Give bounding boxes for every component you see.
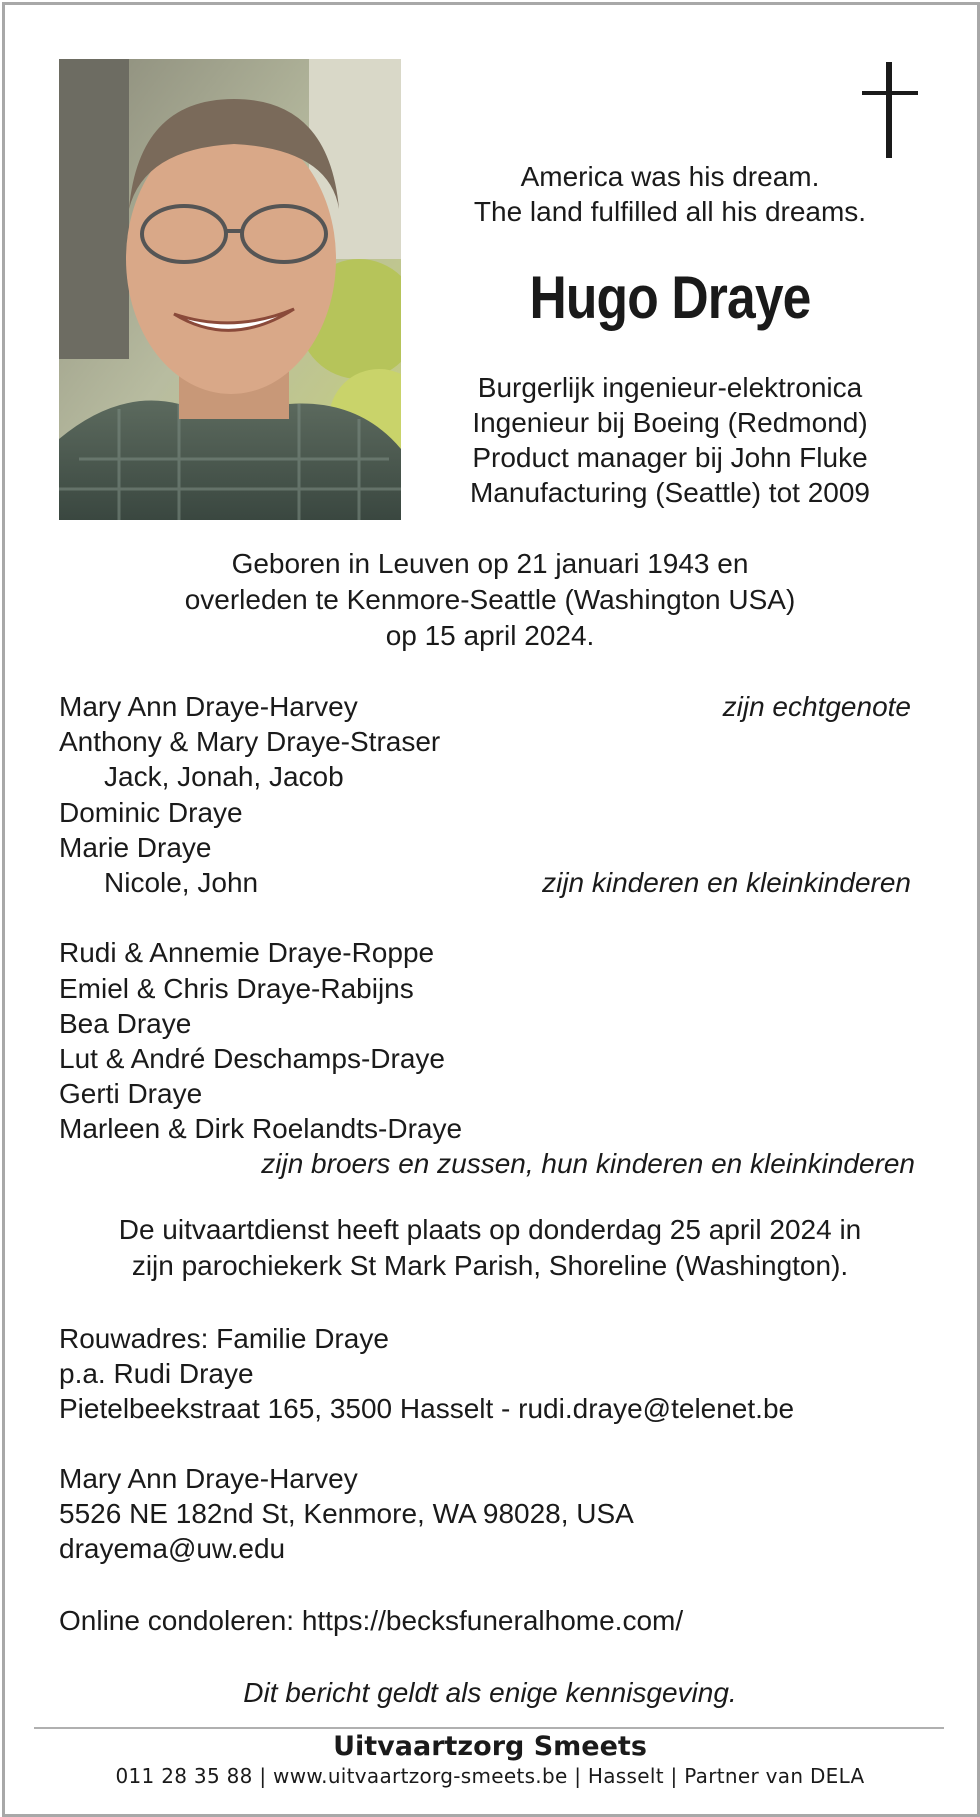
sibling-row bbox=[59, 1006, 911, 1041]
family-list bbox=[59, 689, 915, 1182]
address-line: Rouwadres: Familie Draye bbox=[59, 1323, 389, 1354]
sibling-row bbox=[59, 971, 911, 1006]
child-name: Dominic Draye bbox=[59, 796, 243, 828]
child-name: Marie Draye bbox=[59, 831, 212, 863]
mourning-address bbox=[59, 1321, 939, 1427]
spouse-name: Mary Ann Draye-Harvey bbox=[59, 691, 358, 722]
grandchild-row bbox=[59, 865, 911, 900]
address-line: Mary Ann Draye-Harvey bbox=[59, 1463, 358, 1494]
sibling-name: Lut & André Deschamps-Draye bbox=[59, 1042, 445, 1074]
child-row bbox=[59, 724, 911, 759]
grandchild-names: Jack, Jonah, Jacob bbox=[104, 761, 344, 793]
address-line: drayema@uw.edu bbox=[59, 1533, 286, 1565]
child-row bbox=[59, 830, 911, 865]
profession-line: Manufacturing (Seattle) tot 2009 bbox=[469, 477, 870, 508]
child-row bbox=[59, 795, 911, 830]
sibling-name: Gerti Draye bbox=[59, 1078, 203, 1110]
quote-line: America was his dream. bbox=[520, 161, 820, 192]
sibling-name: Rudi & Annemie Draye-Roppe bbox=[59, 937, 435, 969]
portrait-photo bbox=[59, 59, 401, 520]
sibling-name: Emiel & Chris Draye-Rabijns bbox=[59, 972, 414, 1004]
address-line: p.a. Rudi Draye bbox=[59, 1358, 254, 1390]
profession-line: Product manager bij John Fluke bbox=[472, 442, 868, 473]
profession-line: Burgerlijk ingenieur-elektronica bbox=[477, 372, 863, 403]
siblings-role: zijn broers en zussen, hun kinderen en kleinkinderen bbox=[261, 1148, 915, 1180]
cross-icon bbox=[862, 62, 918, 158]
profession bbox=[420, 370, 920, 510]
child-name: Anthony & Mary Draye-Straser bbox=[59, 726, 441, 758]
birth-line: op 15 april 2024. bbox=[385, 620, 595, 651]
address-line: 5526 NE 182nd St, Kenmore, WA 98028, USA bbox=[59, 1498, 634, 1530]
birth-death-info bbox=[40, 546, 940, 654]
quote bbox=[420, 159, 920, 229]
address-line: Pietelbeekstraat 165, 3500 Hasselt - rudi.draye@telenet.be bbox=[59, 1393, 795, 1425]
service-line: zijn parochiekerk St Mark Parish, Shoreline (Washington). bbox=[131, 1250, 849, 1281]
birth-line: Geboren in Leuven op 21 januari 1943 en bbox=[231, 548, 749, 579]
service-info bbox=[40, 1212, 940, 1284]
funeral-home-contact: 011 28 35 88 | www.uitvaartzorg-smeets.be | Hasselt | Partner van DELA bbox=[115, 1764, 865, 1788]
birth-line: overleden te Kenmore-Seattle (Washington USA) bbox=[184, 584, 796, 615]
online-condolence: Online condoleren: https://becksfuneralhome.com/ bbox=[59, 1605, 684, 1636]
notice-text: Dit bericht geldt als enige kennisgeving. bbox=[243, 1677, 737, 1708]
children-role: zijn kinderen en kleinkinderen bbox=[542, 866, 911, 898]
grandchild-names: Nicole, John bbox=[104, 866, 259, 898]
sibling-row bbox=[59, 1111, 911, 1146]
sibling-row bbox=[59, 935, 911, 970]
sibling-name: Bea Draye bbox=[59, 1007, 192, 1039]
sibling-row bbox=[59, 1041, 911, 1076]
quote-line: The land fulfilled all his dreams. bbox=[473, 196, 867, 227]
profession-line: Ingenieur bij Boeing (Redmond) bbox=[472, 407, 868, 438]
grandchild-row bbox=[59, 759, 911, 794]
deceased-name: Hugo Draye bbox=[529, 264, 811, 331]
sibling-name: Marleen & Dirk Roelandts-Draye bbox=[59, 1113, 463, 1145]
service-line: De uitvaartdienst heeft plaats op donderdag 25 april 2024 in bbox=[118, 1214, 862, 1245]
funeral-home-name: Uitvaartzorg Smeets bbox=[333, 1731, 647, 1762]
spouse-role: zijn echtgenote bbox=[722, 691, 911, 722]
spouse-row bbox=[59, 689, 911, 724]
second-address bbox=[59, 1461, 939, 1567]
sibling-row bbox=[59, 1076, 911, 1111]
